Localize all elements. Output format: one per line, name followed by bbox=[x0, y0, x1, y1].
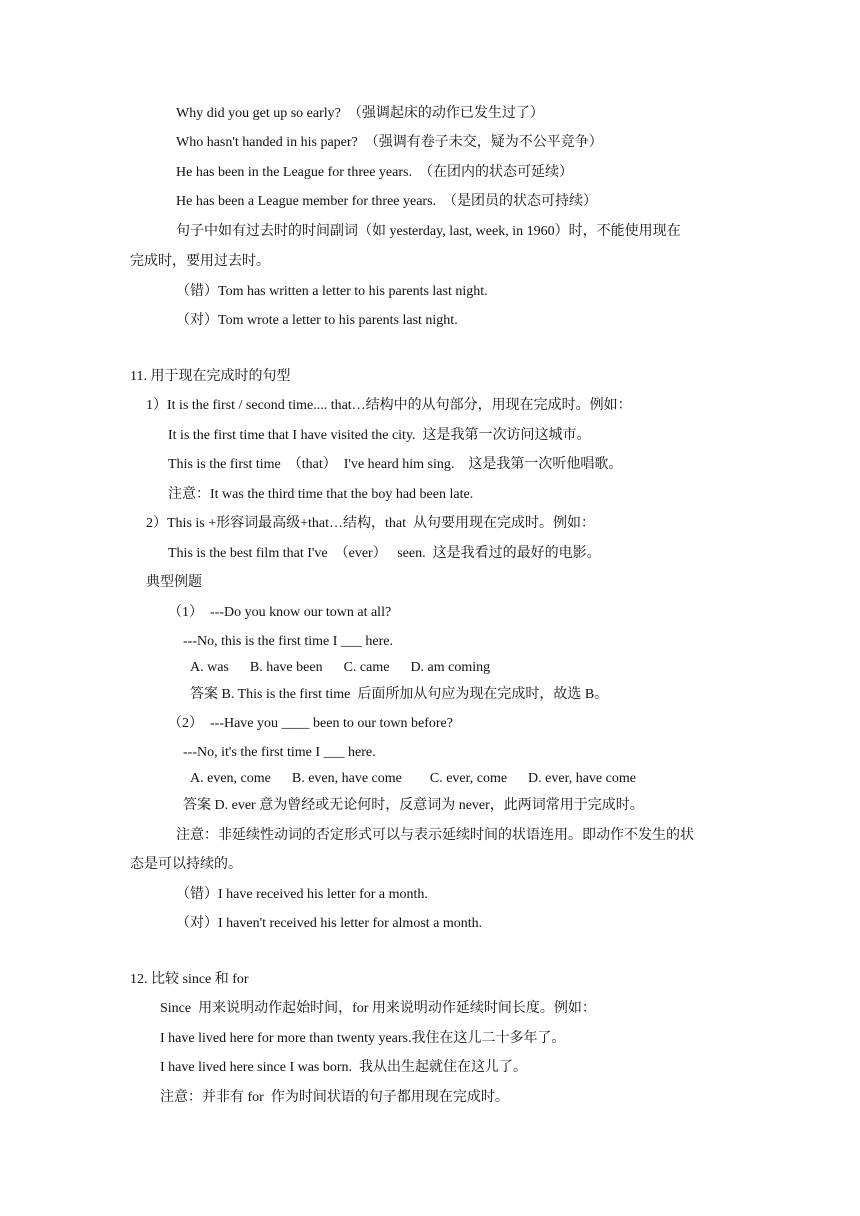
exercise-options: A. was B. have been C. came D. am coming bbox=[190, 660, 491, 675]
note-text: 注意：非延续性动词的否定形式可以与表示延续时间的状语连用。即动作不发生的状 bbox=[176, 828, 694, 843]
exercise-answer: 答案 B. This is the first time 后面所加从句应为现在完成时，故选 B。 bbox=[190, 687, 609, 702]
correct-example: （对）I haven't received his letter for almost a month. bbox=[176, 916, 483, 931]
correct-example: （对）Tom wrote a letter to his parents last night. bbox=[176, 313, 458, 328]
example-sentence: I have lived here since I was born. 我从出生起就住在这儿了。 bbox=[160, 1060, 528, 1075]
wrong-example: （错）I have received his letter for a month. bbox=[176, 887, 428, 902]
note-text: 态是可以持续的。 bbox=[130, 857, 242, 872]
note-text: 注意：It was the third time that the boy had been late. bbox=[168, 487, 474, 502]
pattern-rule: 1）It is the first / second time.... that…结构中的从句部分，用现在完成时。例如： bbox=[146, 398, 632, 413]
example-sentence: He has been a League member for three years. （是团员的状态可持续） bbox=[176, 194, 598, 209]
paragraph-text: 完成时，要用过去时。 bbox=[130, 254, 270, 269]
section-heading: 11. 用于现在完成时的句型 bbox=[130, 369, 291, 384]
exercise-question: （2） ---Have you ____ been to our town before? bbox=[168, 716, 453, 731]
exercise-answer: 答案 D. ever 意为曾经或无论何时，反意词为 never，此两词常用于完成时。 bbox=[183, 798, 644, 813]
exercise-options: A. even, come B. even, have come C. ever, come D. ever, have come bbox=[190, 771, 636, 786]
example-sentence: This is the first time （that） I've heard him sing. 这是我第一次听他唱歌。 bbox=[168, 457, 623, 472]
section-heading: 12. 比较 since 和 for bbox=[130, 972, 249, 987]
example-sentence: He has been in the League for three years. （在团内的状态可延续） bbox=[176, 165, 573, 180]
pattern-rule: 2）This is +形容词最高级+that…结构，that 从句要用现在完成时。例如： bbox=[146, 516, 596, 531]
wrong-example: （错）Tom has written a letter to his parents last night. bbox=[176, 284, 488, 299]
exercise-question: ---No, this is the first time I ___ here. bbox=[183, 634, 393, 649]
paragraph-text: 句子中如有过去时的时间副词（如 yesterday, last, week, in 1960）时，不能使用现在 bbox=[176, 224, 681, 239]
example-sentence: I have lived here for more than twenty years.我住在这儿二十多年了。 bbox=[160, 1031, 566, 1046]
paragraph-text: Since 用来说明动作起始时间，for 用来说明动作延续时间长度。例如： bbox=[160, 1001, 596, 1016]
note-text: 注意：并非有 for 作为时间状语的句子都用现在完成时。 bbox=[160, 1090, 509, 1105]
exercise-question: ---No, it's the first time I ___ here. bbox=[183, 745, 376, 760]
example-sentence: Why did you get up so early? （强调起床的动作已发生过了） bbox=[176, 106, 544, 121]
example-sentence: This is the best film that I've （ever） seen. 这是我看过的最好的电影。 bbox=[168, 546, 601, 561]
example-sentence: It is the first time that I have visited the city. 这是我第一次访问这城市。 bbox=[168, 428, 591, 443]
example-sentence: Who hasn't handed in his paper? （强调有卷子未交，疑为不公平竞争） bbox=[176, 135, 603, 150]
subheading: 典型例题 bbox=[146, 575, 202, 590]
exercise-question: （1） ---Do you know our town at all? bbox=[168, 605, 392, 620]
